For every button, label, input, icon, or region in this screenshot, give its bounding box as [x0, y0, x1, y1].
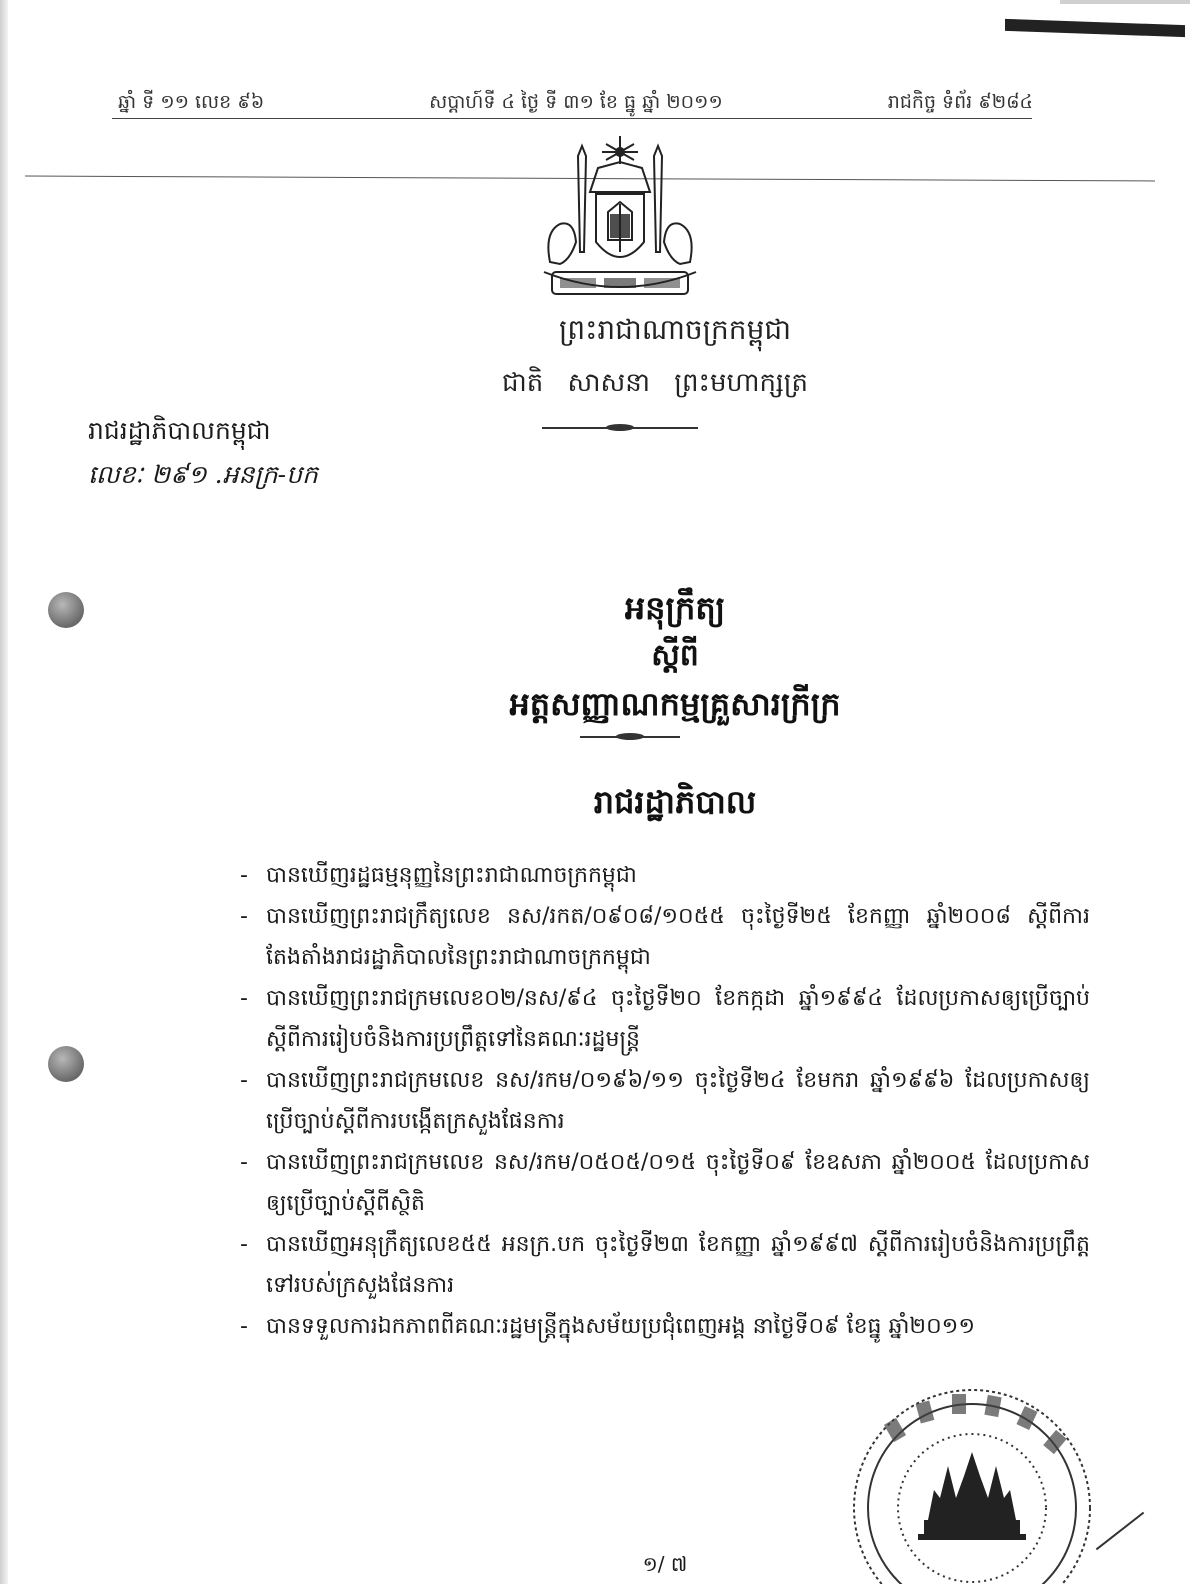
- list-item: - បានឃើញព្រះរាជក្រមលេខ នស/រកម/០១៩៦/១១ ចុះថ្ងៃទី២៤ ខែមករា ឆ្នាំ១៩៩៦ ដែលប្រកាសឲ្យប្រើច្បាប់ស្តីពីការបង្កើតក្រសួងផែនការ: [240, 1060, 1090, 1142]
- kingdom-name: ព្រះរាជាណាចក្រកម្ពុជា: [558, 313, 791, 346]
- list-item: - បានឃើញព្រះរាជក្រមលេខ នស/រកម/០៥០៥/០១៥ ចុះថ្ងៃទី០៩ ខែឧសភា ឆ្នាំ២០០៥ ដែលប្រកាសឲ្យប្រើច្បាប់ស្តីពីស្ថិតិ: [240, 1142, 1090, 1224]
- document-type: អនុក្រឹត្យ: [624, 589, 726, 627]
- document-subject: អត្តសញ្ញាណកម្មគ្រួសារក្រីក្រ: [509, 685, 841, 723]
- list-item: - បានឃើញព្រះរាជក្រមលេខ០២/នស/៩៤ ចុះថ្ងៃទី២០ ខែកក្កដា ឆ្នាំ១៩៩៤ ដែលប្រកាសឲ្យប្រើច្បាប់ស្តីពីការរៀបចំនិងការប្រព្រឹត្តទៅនៃគណៈរដ្ឋមន្ត្រី: [240, 978, 1090, 1060]
- scan-edge: [1060, 0, 1190, 4]
- legal-basis-list: [240, 855, 1090, 1347]
- list-item: - បានទទួលការឯកភាពពីគណៈរដ្ឋមន្ត្រីក្នុងសម័យប្រជុំពេញអង្គ នាថ្ងៃទី០៩ ខែធ្នូ ឆ្នាំ២០១១: [240, 1306, 1090, 1347]
- signature-stroke: [1096, 1512, 1145, 1551]
- gazette-date: សប្តាហ៍ទី ៤ ថ្ងៃ ទី ៣១ ខែ ធ្នូ ឆ្នាំ ២០១១: [429, 91, 723, 113]
- ornamental-divider: [542, 427, 698, 429]
- header-rule: [112, 118, 1032, 119]
- gazette-header: [118, 90, 1033, 118]
- title-about: ស្តីពី: [651, 638, 699, 673]
- national-motto: ជាតិ សាសនា ព្រះមហាក្សត្រ: [502, 368, 808, 398]
- list-item: - បានឃើញព្រះរាជក្រឹត្យលេខ នស/រកត/០៩០៨/១០៥៥ ចុះថ្ងៃទី២៥ ខែកញ្ញា ឆ្នាំ២០០៨ ស្តីពីការតែងតាំងរាជរដ្ឋាភិបាលនៃព្រះរាជាណាចក្រកម្ពុជា: [240, 896, 1090, 978]
- royal-emblem-icon: [530, 132, 710, 300]
- gazette-issue: ឆ្នាំ ទី ១១ លេខ ៩៦: [118, 91, 265, 113]
- issuer-name: រាជរដ្ឋាភិបាលកម្ពុជា: [88, 416, 271, 445]
- list-item: - បានឃើញអនុក្រឹត្យលេខ៥៥ អនក្រ.បក ចុះថ្ងៃទី២៣ ខែកញ្ញា ឆ្នាំ១៩៩៧ ស្តីពីការរៀបចំនិងការប្រព្រឹត្តទៅរបស់ក្រសួងផែនការ: [240, 1224, 1090, 1306]
- list-item: - បានឃើញរដ្ឋធម្មនុញ្ញនៃព្រះរាជាណាចក្រកម្ពុជា: [240, 855, 1090, 896]
- government-heading: រាជរដ្ឋាភិបាល: [593, 783, 757, 821]
- ornamental-divider: [580, 736, 680, 738]
- page-number: ១/ ៧: [642, 1552, 688, 1576]
- document-number: លេខៈ ២៩១ .អនក្រ-បក: [88, 460, 318, 489]
- scan-artifact-bar: [1005, 19, 1185, 37]
- punch-hole: [48, 1046, 84, 1082]
- gazette-page: រាជកិច្ច ទំព័រ ៩២៨៤: [887, 91, 1033, 113]
